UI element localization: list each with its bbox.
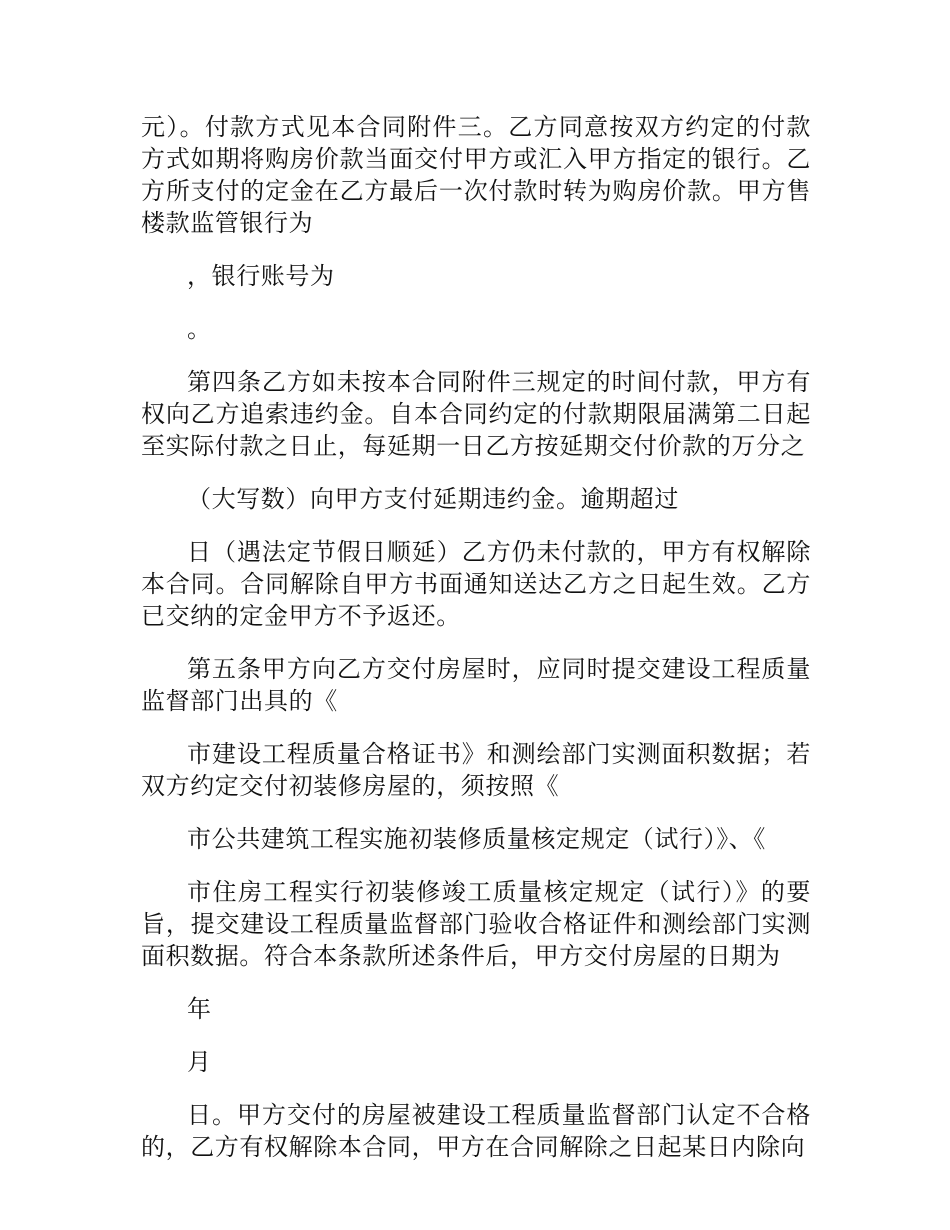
paragraph-7: 第五条甲方向乙方交付房屋时，应同时提交建设工程质量监督部门出具的《 [141, 655, 811, 715]
document-body [141, 111, 811, 1184]
paragraph-3: 。 [187, 315, 212, 343]
paragraph-13: 日。甲方交付的房屋被建设工程质量监督部门认定不合格的，乙方有权解除本合同，甲方在合同解除之日起某日内除向 [141, 1101, 811, 1161]
paragraph-1: 元）。付款方式见本合同附件三。乙方同意按双方约定的付款方式如期将购房价款当面交付甲方或汇入甲方指定的银行。乙方所支付的定金在乙方最后一次付款时转为购房价款。甲方售楼款监管银行为 [141, 113, 811, 237]
paragraph-9: 市公共建筑工程实施初装修质量核定规定（试行）》、《 [187, 825, 766, 853]
paragraph-6: 日（遇法定节假日顺延）乙方仍未付款的，甲方有权解除本合同。合同解除自甲方书面通知送达乙方之日起生效。乙方已交纳的定金甲方不予返还。 [141, 538, 811, 630]
paragraph-12: 月 [187, 1048, 212, 1076]
paragraph-2: ，银行账号为 [187, 262, 335, 290]
paragraph-4: 第四条乙方如未按本合同附件三规定的时间付款，甲方有权向乙方追索违约金。自本合同约定的付款期限届满第二日起至实际付款之日止，每延期一日乙方按延期交付价款的万分之 [141, 368, 811, 460]
paragraph-10: 市住房工程实行初装修竣工质量核定规定（试行）》的要旨，提交建设工程质量监督部门验收合格证件和测绘部门实测面积数据。符合本条款所述条件后，甲方交付房屋的日期为 [141, 878, 811, 970]
paragraph-5: （大写数）向甲方支付延期违约金。逾期超过 [187, 485, 679, 513]
paragraph-11: 年 [187, 995, 212, 1023]
paragraph-8: 市建设工程质量合格证书》和测绘部门实测面积数据；若双方约定交付初装修房屋的，须按照《 [141, 740, 811, 800]
